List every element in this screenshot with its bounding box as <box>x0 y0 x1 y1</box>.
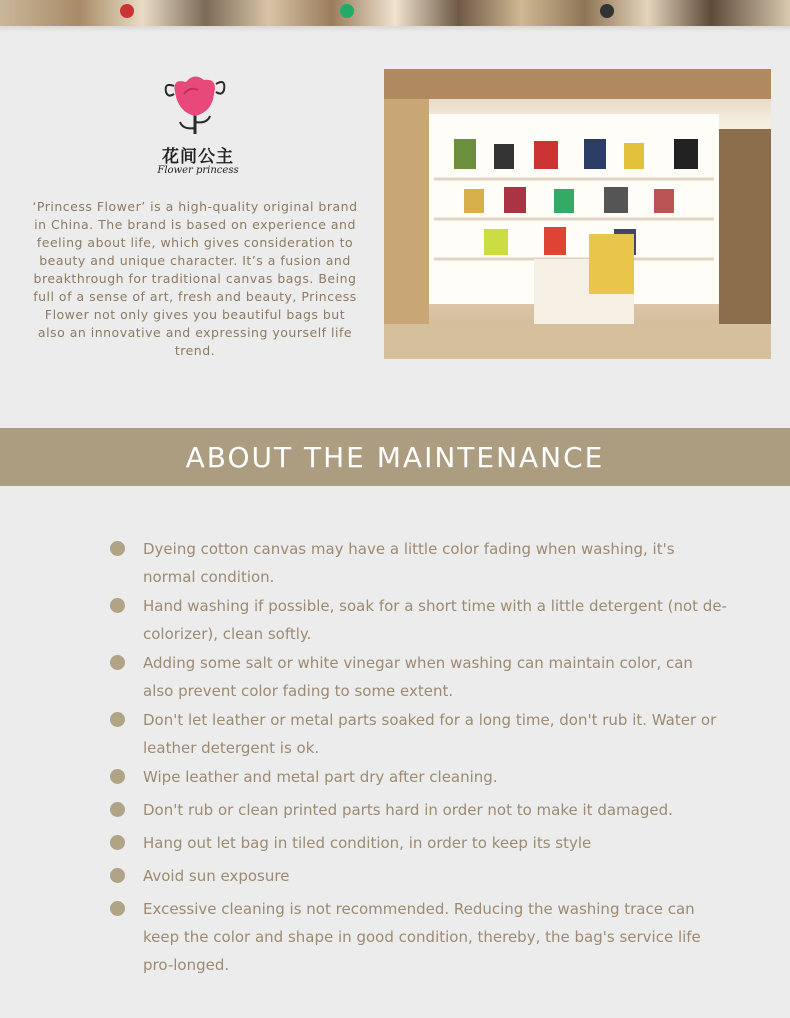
maintenance-list <box>108 535 728 979</box>
top-strip-shadow <box>0 26 790 32</box>
bag-thumb-icon <box>120 4 134 18</box>
maintenance-banner <box>0 428 790 486</box>
bullet-dot-icon <box>110 769 125 784</box>
bullet-dot-icon <box>110 598 125 613</box>
banner-title: ABOUT THE MAINTENANCE <box>185 440 605 474</box>
bag-thumb-icon <box>340 4 354 18</box>
list-item: Adding some salt or white vinegar when washing can maintain color, can also prevent color fading to some extent. <box>108 649 728 705</box>
store-interior-photo <box>384 69 771 359</box>
list-item: Don't let leather or metal parts soaked for a long time, don't rub it. Water or leather detergent is ok. <box>108 706 728 762</box>
logo-chinese-name: 花间公主 <box>162 147 234 167</box>
list-item: Wipe leather and metal part dry after cleaning. <box>108 763 728 791</box>
bullet-dot-icon <box>110 541 125 556</box>
logo-english-name: Flower princess <box>157 165 239 176</box>
bullet-dot-icon <box>110 802 125 817</box>
top-photo-strip <box>0 0 790 26</box>
list-item: Avoid sun exposure <box>108 862 728 890</box>
list-item: Excessive cleaning is not recommended. Reducing the washing trace can keep the color and shape in good condition, thereby, the bag's service life pro-longed. <box>108 895 728 979</box>
rose-flower-icon <box>150 72 240 142</box>
bullet-dot-icon <box>110 712 125 727</box>
bullet-dot-icon <box>110 868 125 883</box>
brand-description: ‘Princess Flower’ is a high-quality original brand in China. The brand is based on experience and feeling about life, which gives consideration to beauty and unique character. It’s a fusion and breakthrough for traditional canvas bags. Being full of a sense of art, fresh and beauty, Princess Flower not only gives you beautiful bags but also an innovative and expressing yourself life trend. <box>32 199 358 358</box>
bullet-dot-icon <box>110 901 125 916</box>
list-item: Dyeing cotton canvas may have a little color fading when washing, it's normal condition. <box>108 535 728 591</box>
list-item: Hang out let bag in tiled condition, in order to keep its style <box>108 829 728 857</box>
list-item: Hand washing if possible, soak for a short time with a little detergent (not de-colorizer), clean softly. <box>108 592 728 648</box>
list-item: Don't rub or clean printed parts hard in order not to make it damaged. <box>108 796 728 824</box>
brand-section <box>30 72 360 360</box>
bullet-dot-icon <box>110 655 125 670</box>
brand-logo <box>150 72 240 182</box>
bullet-dot-icon <box>110 835 125 850</box>
bag-thumb-icon <box>600 4 614 18</box>
